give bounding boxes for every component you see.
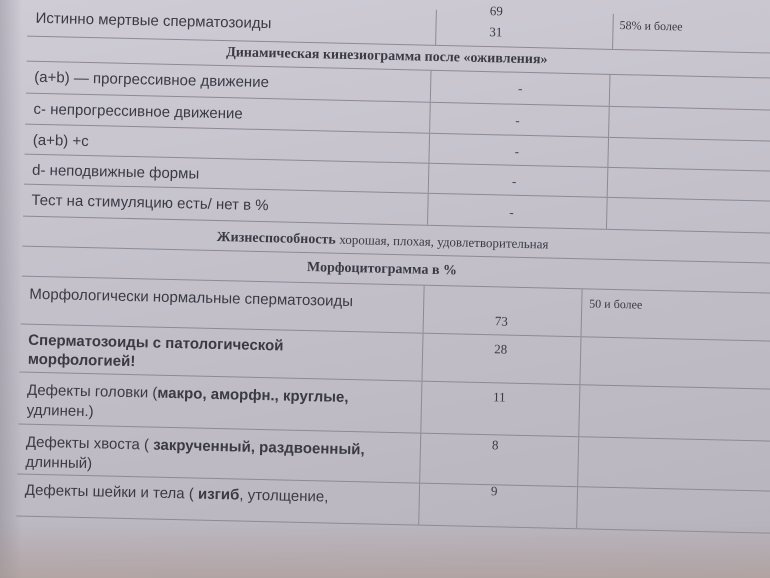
- row-value: 11: [492, 389, 506, 405]
- row-label: морфологией!: [27, 350, 136, 371]
- col-divider: [421, 334, 423, 381]
- row-label: Тест на стимуляцию есть/ нет в %: [31, 191, 269, 215]
- row-label: [25, 481, 329, 507]
- col-divider: [581, 289, 583, 336]
- col-divider: [420, 382, 422, 433]
- col-divider: [607, 138, 609, 167]
- row-label: удлинен.): [26, 401, 94, 421]
- col-divider: [579, 337, 581, 384]
- row-label: (a+b) — прогрессивное движение: [34, 68, 270, 92]
- col-divider: [607, 168, 609, 197]
- row-value: 31: [489, 24, 503, 40]
- col-divider: [606, 198, 608, 229]
- col-divider: [419, 434, 421, 483]
- col-divider: [429, 103, 431, 133]
- section-title: Динамическая кинезиограмма после «оживления»: [225, 45, 548, 68]
- row-label: c- непрогрессивное движение: [33, 100, 243, 123]
- viability-label: Жизнеспособность: [216, 229, 336, 248]
- paper-fold-shadow: [0, 0, 22, 578]
- row-label-bold: закрученный, раздвоенный,: [153, 436, 365, 459]
- col-divider: [608, 107, 610, 137]
- col-divider: [578, 385, 580, 436]
- row-label-bold: макро, аморфн., круглые,: [157, 384, 349, 407]
- background-surface: [0, 520, 770, 578]
- row-value: 73: [494, 313, 509, 329]
- col-divider: [428, 164, 430, 193]
- norm-value: 58% и более: [619, 18, 683, 34]
- col-divider: [435, 10, 437, 45]
- row-label: длинный): [25, 453, 93, 473]
- row-value: 69: [489, 3, 504, 19]
- row-label: d- неподвижные формы: [31, 161, 200, 183]
- row-label-part: Дефекты хвоста (: [25, 433, 154, 454]
- row-value: 9: [490, 483, 498, 499]
- row-label: Истинно мертвые сперматозоиды: [35, 9, 272, 33]
- section-title: Морфоцитограмма в %: [306, 260, 458, 279]
- row-value: -: [515, 112, 520, 128]
- col-divider: [612, 14, 614, 49]
- row-value: 8: [491, 437, 499, 453]
- col-divider: [430, 71, 432, 102]
- row-value: -: [514, 143, 520, 159]
- row-label: Сперматозоиды с патологической: [28, 331, 284, 355]
- row-label-bold: изгиб: [197, 485, 240, 504]
- row-value: -: [509, 204, 514, 220]
- col-divider: [427, 194, 429, 225]
- row-value: -: [517, 80, 523, 96]
- viability-options: хорошая, плохая, удовлетворительная: [339, 231, 549, 252]
- row-label-part: Дефекты шейки и тела (: [24, 481, 199, 503]
- col-divider: [609, 75, 611, 106]
- col-divider: [418, 484, 420, 525]
- col-divider: [428, 134, 430, 163]
- row-label: (a+b) +c: [32, 131, 89, 151]
- norm-value: 50 и более: [589, 296, 643, 312]
- row-label-part: Дефекты головки (: [26, 381, 158, 402]
- row-label-part: , утолщение,: [239, 486, 329, 506]
- row-label: Морфологически нормальные сперматозоиды: [29, 285, 354, 311]
- col-divider: [577, 437, 579, 486]
- row-value: 28: [494, 341, 508, 357]
- row-value: -: [511, 173, 517, 189]
- col-divider: [423, 286, 425, 333]
